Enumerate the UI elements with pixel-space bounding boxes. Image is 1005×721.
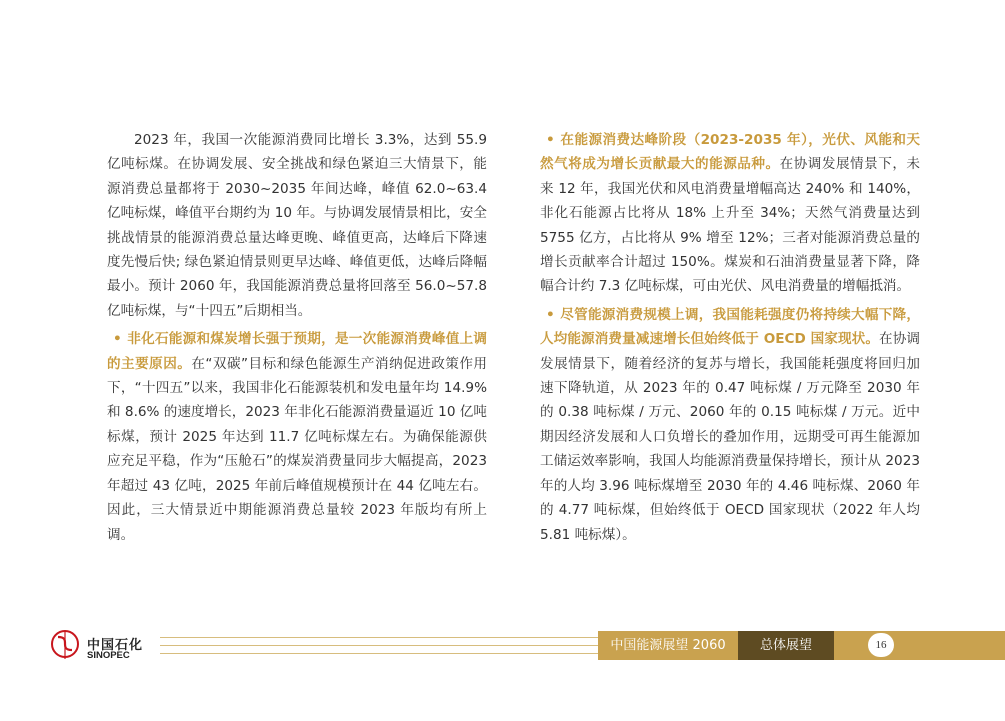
footer-rule [160,653,598,654]
bullet-body: 在“双碳”目标和绿色能源生产消纳促进政策作用下，“十四五”以来，我国非化石能源装机和发电量年均 14.9% 和 8.6% 的速度增长，2023 年非化石能源消费量逼近 10 亿吨标煤，预计 2025 年达到 11.7 亿吨标煤左右。为确保能源供应充足平稳，作为“压舱石”的煤炭消费量同步大幅提高，2023 年超过 43 亿吨，2025 年前后峰值规模预计在 44 亿吨左右。因此，三大情景近中期能源消费总量较 2023 年版均有所上调。 [107,355,488,543]
logo-chinese-name: 中国石化 [87,638,144,653]
section-title-tab: 总体展望 [738,631,834,660]
bullet-paragraph-peak-stage [540,128,920,299]
right-text-column [540,128,920,551]
page-number-bar [834,631,1005,660]
bullet-icon: • [546,306,555,323]
logo-english-name: SINOPEC [87,650,130,661]
sinopec-logo-icon [48,628,82,662]
footer-rule [160,645,598,646]
bullet-paragraph-nonfossil [107,327,487,547]
bullet-paragraph-intensity [540,303,920,547]
bullet-body: 在协调发展情景下，未来 12 年，我国光伏和风电消费量增幅高达 240% 和 140%，非化石能源占比将从 18% 上升至 34%；天然气消费量达到 5755 亿方，占比将从 9% 增至 12%；三者对能源消费总量的增长贡献率合计超过 150%。煤炭和石油消费量显著下降，降幅合计约 7.3 亿吨标煤，可由光伏、风电消费量的增幅抵消。 [540,156,921,295]
bullet-highlight: 尽管能源消费规模上调，我国能耗强度仍将持续大幅下降，人均能源消费量减速增长但始终低于 OECD 国家现状。 [540,306,920,348]
bullet-icon: • [546,132,555,148]
bullet-icon: • [113,331,122,348]
bullet-highlight: 非化石能源和煤炭增长强于预期，是一次能源消费峰值上调的主要原因。 [107,331,487,372]
bullet-highlight: 在能源消费达峰阶段（2023-2035 年），光伏、风能和天然气将成为增长贡献最大的能源品种。 [540,132,920,173]
bullet-body: 在协调发展情景下，随着经济的复苏与增长，我国能耗强度将回归加速下降轨道，从 2023 年的 0.47 吨标煤 / 万元降至 2030 年的 0.38 吨标煤 / 万元、2060 年的 0.15 吨标煤 / 万元。近中期因经济发展和人口负增长的叠加作用，远期受可再生能源加工储运效率影响，我国人均能源消费量保持增长，预计从 2023 年的人均 3.96 吨标煤增至 2030 年的 4.46 吨标煤、2060 年的 4.77 吨标煤，但始终低于 OECD 国家现状（2022 年人均 5.81 吨标煤）。 [540,331,921,543]
intro-paragraph: 2023 年，我国一次能源消费同比增长 3.3%，达到 55.9 亿吨标煤。在协调发展、安全挑战和绿色紧迫三大情景下，能源消费总量都将于 2030~2035 年间达峰，峰值 62.0~63.4 亿吨标煤，峰值平台期约为 10 年。与协调发展情景相比，安全挑战情景的能源消费总量达峰更晚、峰值更高，达峰后下降速度先慢后快; 绿色紧迫情景则更早达峰、峰值更低，达峰后降幅最小。预计 2060 年，我国能源消费总量将回落至 56.0~57.8 亿吨标煤，与“十四五”后期相当。 [107,132,487,319]
left-text-column [107,128,487,551]
page-number: 16 [868,633,894,657]
report-title-tab: 中国能源展望 2060 [598,631,738,660]
footer-rule [160,637,598,638]
